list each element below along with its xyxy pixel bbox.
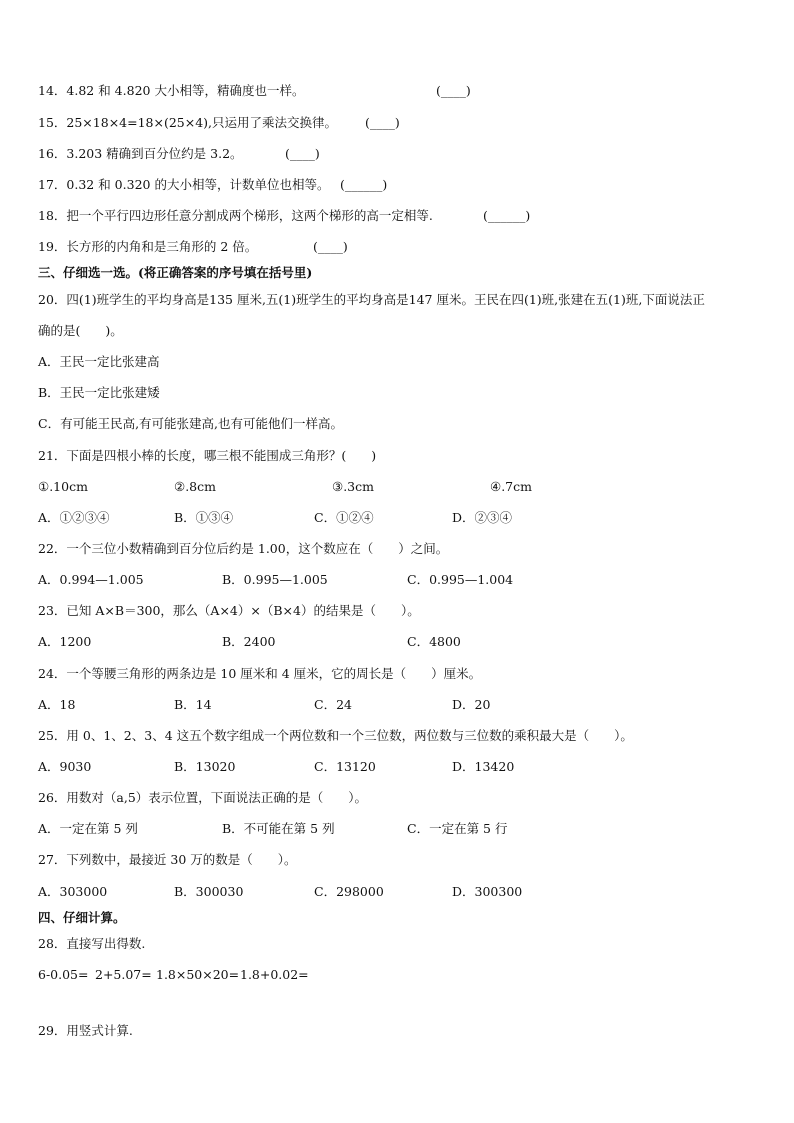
question-20-line-2: 确的是( )。: [38, 323, 123, 338]
question-15: 15．25×18×4=18×(25×4),只运用了乘法交换律。: [38, 115, 338, 130]
stick-2-length: ②.8cm: [174, 479, 216, 494]
question-21-option-d[interactable]: D．②③④: [452, 510, 513, 525]
question-24-option-a[interactable]: A．18: [38, 697, 76, 712]
question-26-option-b[interactable]: B．不可能在第 5 列: [222, 821, 335, 836]
question-17: 17．0.32 和 0.320 的大小相等，计数单位也相等。: [38, 177, 330, 192]
section-4-heading: 四、仔细计算。: [38, 910, 126, 925]
expression-4: 1.8+0.02=: [240, 967, 309, 982]
question-22-option-c[interactable]: C．0.995—1.004: [407, 572, 514, 587]
stick-3-length: ③.3cm: [332, 479, 374, 494]
question-25: 25．用 0、1、2、3、4 这五个数字组成一个两位数和一个三位数，两位数与三位数的乘积最大是（ ）。: [38, 728, 633, 743]
question-20-option-a[interactable]: A．王民一定比张建高: [38, 354, 160, 369]
question-23: 23．已知 A×B＝300，那么（A×4）×（B×4）的结果是（ ）。: [38, 603, 420, 618]
question-25-option-c[interactable]: C．13120: [314, 759, 376, 774]
expression-3: 1.8×50×20=: [156, 967, 240, 982]
question-19: 19．长方形的内角和是三角形的 2 倍。: [38, 239, 258, 254]
question-14: 14．4.82 和 4.820 大小相等，精确度也一样。: [38, 83, 305, 98]
question-28: 28．直接写出得数.: [38, 936, 146, 951]
question-29: 29．用竖式计算.: [38, 1023, 133, 1038]
expression-2: 2+5.07=: [95, 967, 152, 982]
question-21-option-a[interactable]: A．①②③④: [38, 510, 110, 525]
question-22-option-a[interactable]: A．0.994—1.005: [38, 572, 144, 587]
question-20-line-1: 20．四(1)班学生的平均身高是135 厘米,五(1)班学生的平均身高是147 厘米。王民在四(1)班,张建在五(1)班,下面说法正: [38, 292, 705, 307]
question-24: 24．一个等腰三角形的两条边是 10 厘米和 4 厘米，它的周长是（ ）厘米。: [38, 666, 482, 681]
question-26-option-a[interactable]: A．一定在第 5 列: [38, 821, 138, 836]
answer-blank-15[interactable]: (____): [365, 115, 400, 130]
question-26: 26．用数对（a,5）表示位置，下面说法正确的是（ ）。: [38, 790, 368, 805]
question-27-option-a[interactable]: A．303000: [38, 884, 108, 899]
question-24-option-b[interactable]: B．14: [174, 697, 212, 712]
question-23-option-c[interactable]: C．4800: [407, 634, 461, 649]
question-18: 18．把一个平行四边形任意分割成两个梯形，这两个梯形的高一定相等.: [38, 208, 433, 223]
question-20-option-c[interactable]: C．有可能王民高,有可能张建高,也有可能他们一样高。: [38, 416, 344, 431]
answer-blank-18[interactable]: (______): [483, 208, 531, 223]
stick-1-length: ①.10cm: [38, 479, 88, 494]
question-24-option-c[interactable]: C．24: [314, 697, 352, 712]
expression-1: 6-0.05=: [38, 967, 89, 982]
question-20-option-b[interactable]: B．王民一定比张建矮: [38, 385, 160, 400]
question-22-option-b[interactable]: B．0.995—1.005: [222, 572, 328, 587]
question-27-option-c[interactable]: C．298000: [314, 884, 384, 899]
question-23-option-b[interactable]: B．2400: [222, 634, 276, 649]
question-16: 16．3.203 精确到百分位约是 3.2。: [38, 146, 243, 161]
question-26-option-c[interactable]: C．一定在第 5 行: [407, 821, 508, 836]
answer-blank-14[interactable]: (____): [436, 83, 471, 98]
question-23-option-a[interactable]: A．1200: [38, 634, 92, 649]
question-25-option-a[interactable]: A．9030: [38, 759, 92, 774]
answer-blank-19[interactable]: (____): [313, 239, 348, 254]
question-27: 27．下列数中，最接近 30 万的数是（ ）。: [38, 852, 297, 867]
question-21: 21．下面是四根小棒的长度，哪三根不能围成三角形？( ): [38, 448, 377, 463]
question-25-option-b[interactable]: B．13020: [174, 759, 236, 774]
question-21-option-c[interactable]: C．①②④: [314, 510, 374, 525]
question-25-option-d[interactable]: D．13420: [452, 759, 515, 774]
question-24-option-d[interactable]: D．20: [452, 697, 491, 712]
answer-blank-16[interactable]: (____): [285, 146, 320, 161]
stick-4-length: ④.7cm: [490, 479, 532, 494]
question-21-option-b[interactable]: B．①③④: [174, 510, 234, 525]
question-27-option-b[interactable]: B．300030: [174, 884, 244, 899]
section-3-heading: 三、仔细选一选。(将正确答案的序号填在括号里): [38, 265, 313, 280]
question-22: 22．一个三位小数精确到百分位后约是 1.00，这个数应在（ ）之间。: [38, 541, 449, 556]
question-27-option-d[interactable]: D．300300: [452, 884, 523, 899]
answer-blank-17[interactable]: (______): [340, 177, 388, 192]
